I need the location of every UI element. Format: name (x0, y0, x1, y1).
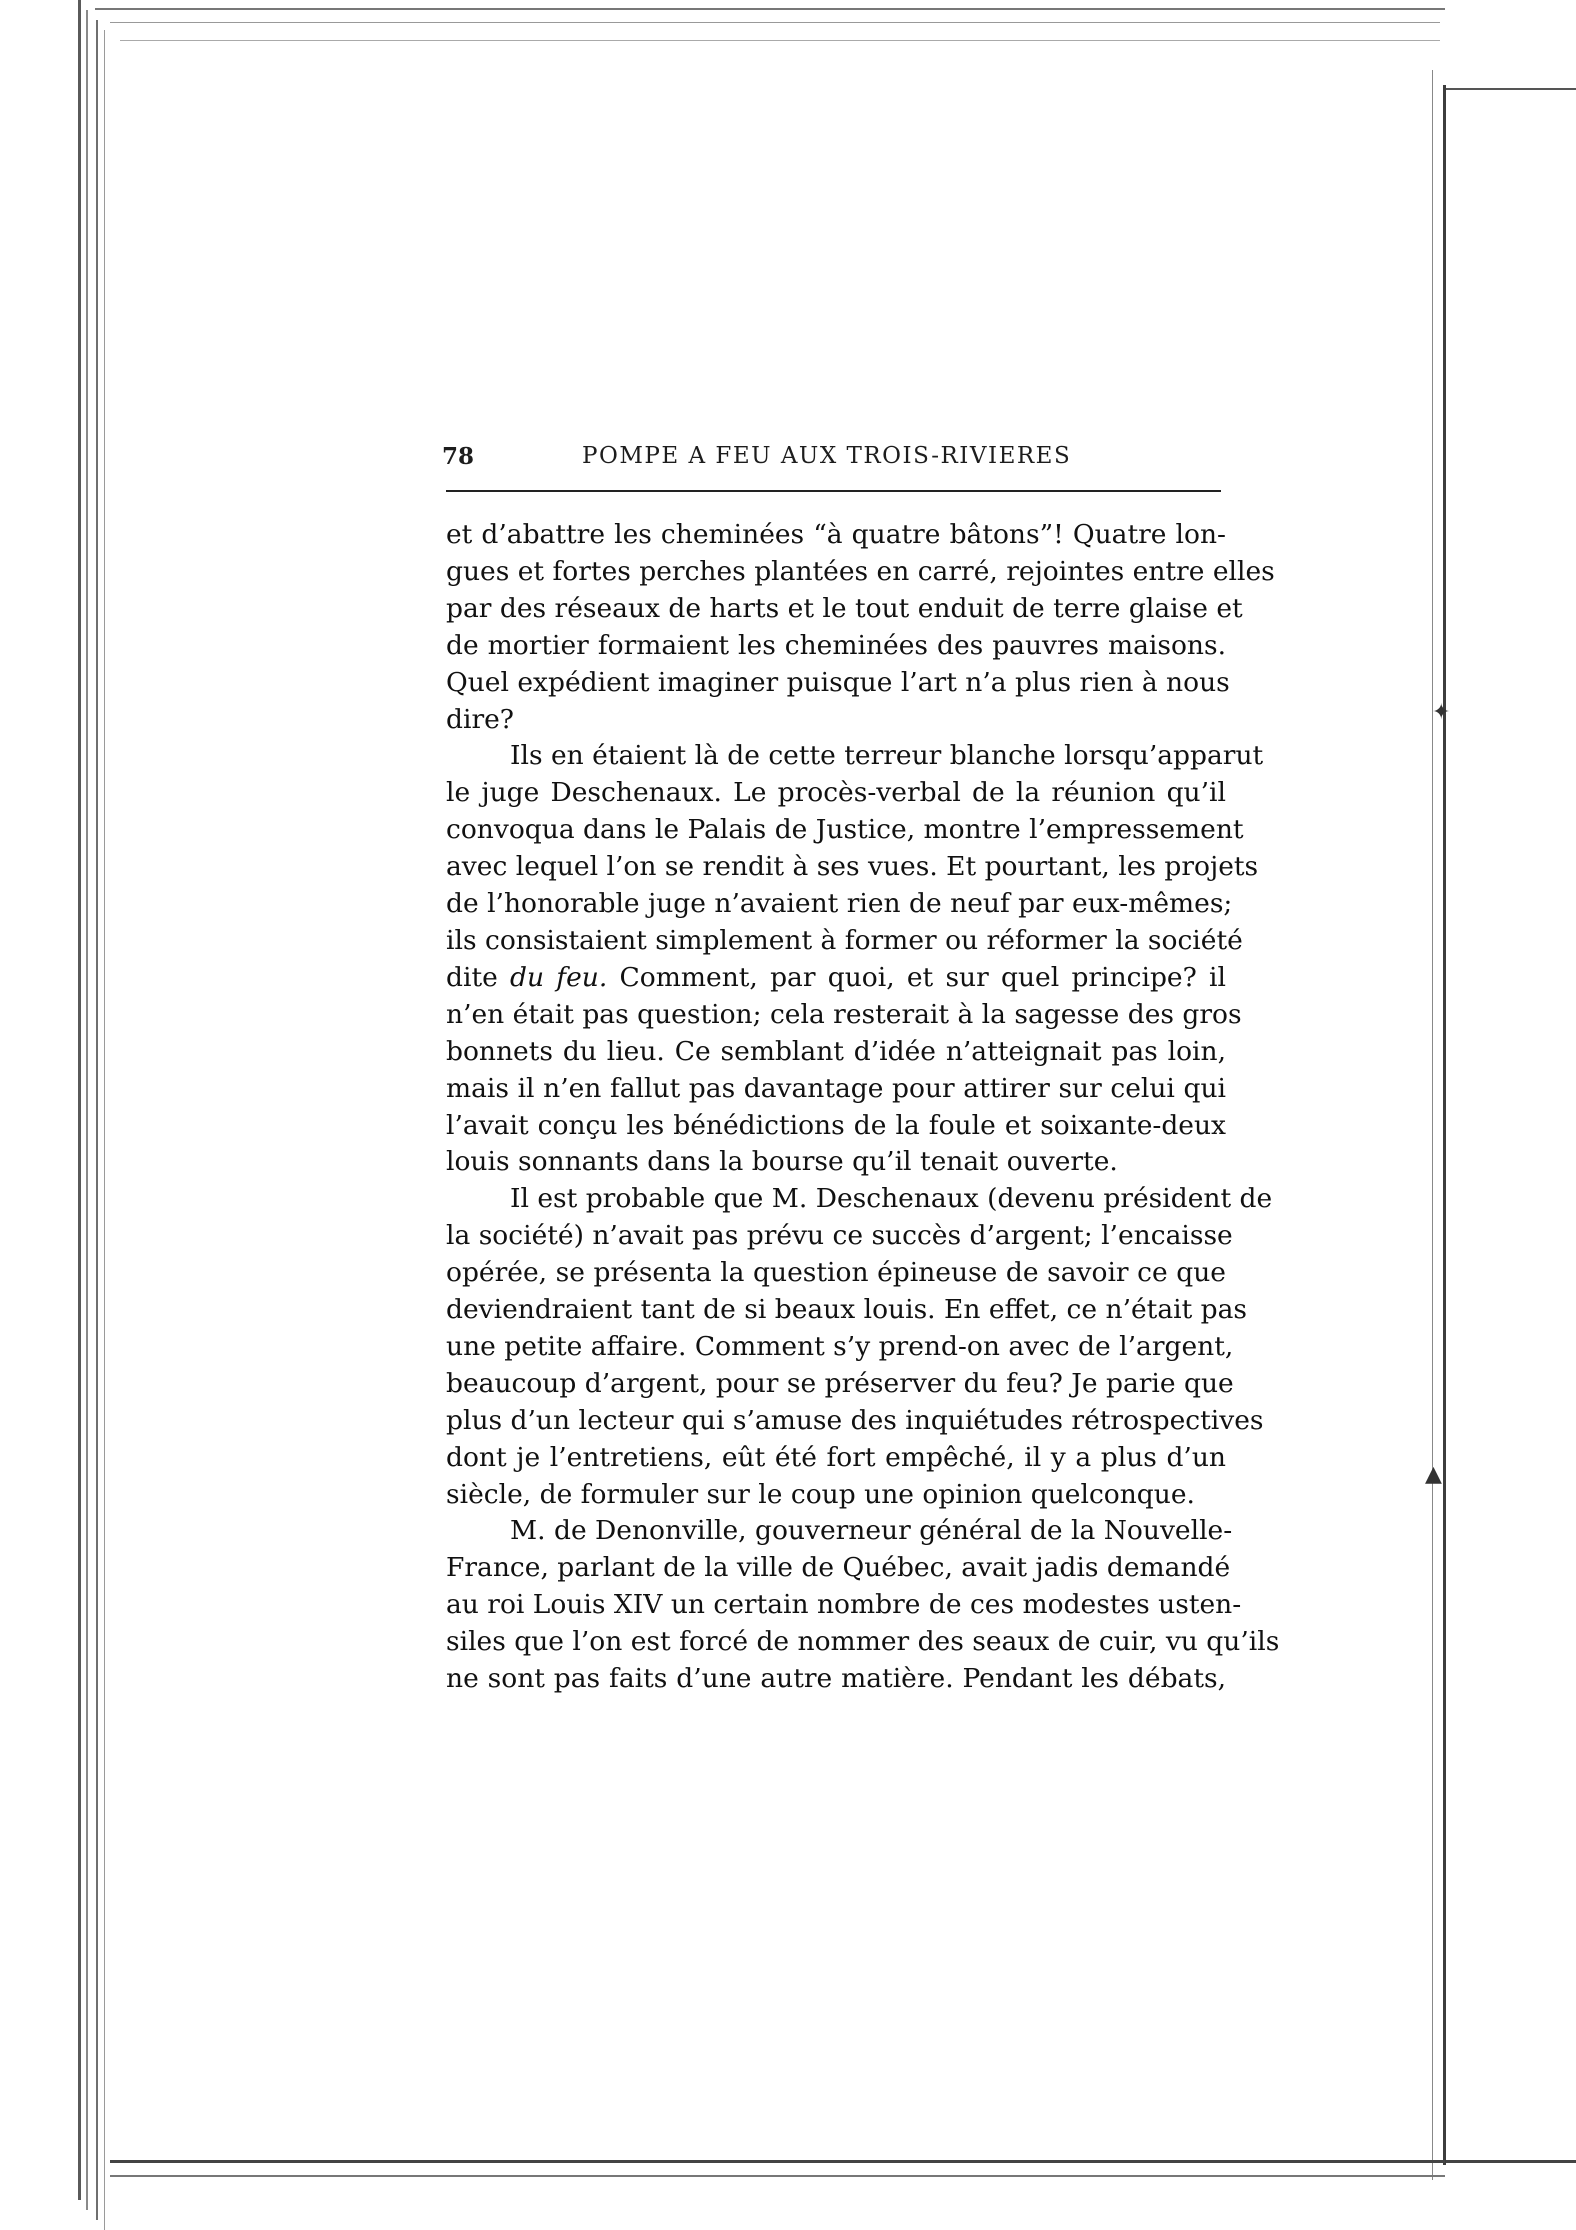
running-title: POMPE A FEU AUX TROIS-RIVIERES (582, 443, 1072, 469)
paragraph-4 (446, 1513, 1280, 1698)
text-line: France, parlant de la ville de Québec, avait jadis demandé (446, 1552, 1231, 1584)
page-top-edge (110, 22, 1440, 23)
gutter-line (1432, 70, 1433, 2180)
page-header (442, 435, 1222, 485)
page-number: 78 (442, 443, 475, 470)
text-line: Il est probable que M. Deschenaux (devenu président de (510, 1183, 1273, 1215)
text-line: M. de Denonville, gouverneur général de la Nouvelle- (510, 1515, 1233, 1547)
text-line: beaucoup d’argent, pour se préserver du feu? Je parie que (446, 1367, 1234, 1399)
scan-speck: ✦ (1432, 700, 1451, 725)
page-stack-edge (104, 30, 119, 2230)
text-line: deviendraient tant de si beaux louis. En effet, ce n’était pas (446, 1294, 1248, 1326)
text-line: siles que l’on est forcé de nommer des seaux de cuir, vu qu’ils (446, 1626, 1280, 1658)
text-line: opérée, se présenta la question épineuse de savoir ce que (446, 1257, 1226, 1289)
text-line: dire? (446, 703, 514, 735)
text-line: dont je l’entretiens, eût été fort empêché, il y a plus d’un (446, 1441, 1226, 1473)
text-line: ne sont pas faits d’une autre matière. Pendant les débats, (446, 1663, 1226, 1695)
paragraph-3 (446, 1181, 1273, 1513)
paragraph-2 (446, 738, 1264, 1181)
text-line: dite du feu. Comment, par quoi, et sur quel principe? il (446, 961, 1226, 993)
text-line: n’en était pas question; cela resterait à la sagesse des gros (446, 998, 1242, 1030)
text-line: l’avait conçu les bénédictions de la foule et soixante-deux (446, 1109, 1226, 1141)
text-line: mais il n’en fallut pas davantage pour attirer sur celui qui (446, 1072, 1226, 1104)
gutter-line (1443, 85, 1446, 2165)
text-line: de mortier formaient les cheminées des pauvres maisons. (446, 629, 1226, 661)
text-line: ils consistaient simplement à former ou réformer la société (446, 924, 1243, 956)
page-bottom-edge (110, 2175, 1445, 2177)
text-line: le juge Deschenaux. Le procès-verbal de la réunion qu’il (446, 777, 1226, 809)
text-line: par des réseaux de harts et le tout enduit de terre glaise et (446, 592, 1243, 624)
paragraph-1 (446, 517, 1275, 738)
text-line: bonnets du lieu. Ce semblant d’idée n’atteignait pas loin, (446, 1035, 1226, 1067)
text-line: la société) n’avait pas prévu ce succès d’argent; l’encaisse (446, 1220, 1233, 1252)
header-rule (446, 490, 1221, 492)
text-line: avec lequel l’on se rendit à ses vues. Et pourtant, les projets (446, 851, 1259, 883)
text-line: au roi Louis XIV un certain nombre de ces modestes usten- (446, 1589, 1242, 1621)
scan-speck: ▲ (1425, 1462, 1442, 1487)
text-line: louis sonnants dans la bourse qu’il tenait ouverte. (446, 1146, 1118, 1178)
page-top-edge (120, 40, 1440, 41)
text-line: de l’honorable juge n’avaient rien de neuf par eux-mêmes; (446, 888, 1233, 920)
text-line: gues et fortes perches plantées en carré, rejointes entre elles (446, 555, 1275, 587)
text-line: convoqua dans le Palais de Justice, montre l’empressement (446, 814, 1244, 846)
page-bottom-edge (110, 2160, 1445, 2163)
text-line: et d’abattre les cheminées “à quatre bâtons”! Quatre lon- (446, 519, 1226, 550)
text-line: siècle, de formuler sur le coup une opinion quelconque. (446, 1478, 1195, 1510)
body-text (446, 517, 1280, 1698)
text-line: Quel expédient imaginer puisque l’art n’a plus rien à nous (446, 666, 1230, 698)
text-line: une petite affaire. Comment s’y prend-on avec de l’argent, (446, 1330, 1234, 1362)
facing-page-bottom-edge (1446, 2160, 1576, 2163)
text-line: Ils en étaient là de cette terreur blanche lorsqu’apparut (510, 740, 1264, 772)
text-line: plus d’un lecteur qui s’amuse des inquiétudes rétrospectives (446, 1404, 1264, 1436)
facing-page-edge (1446, 88, 1576, 90)
page-top-edge (95, 8, 1445, 10)
